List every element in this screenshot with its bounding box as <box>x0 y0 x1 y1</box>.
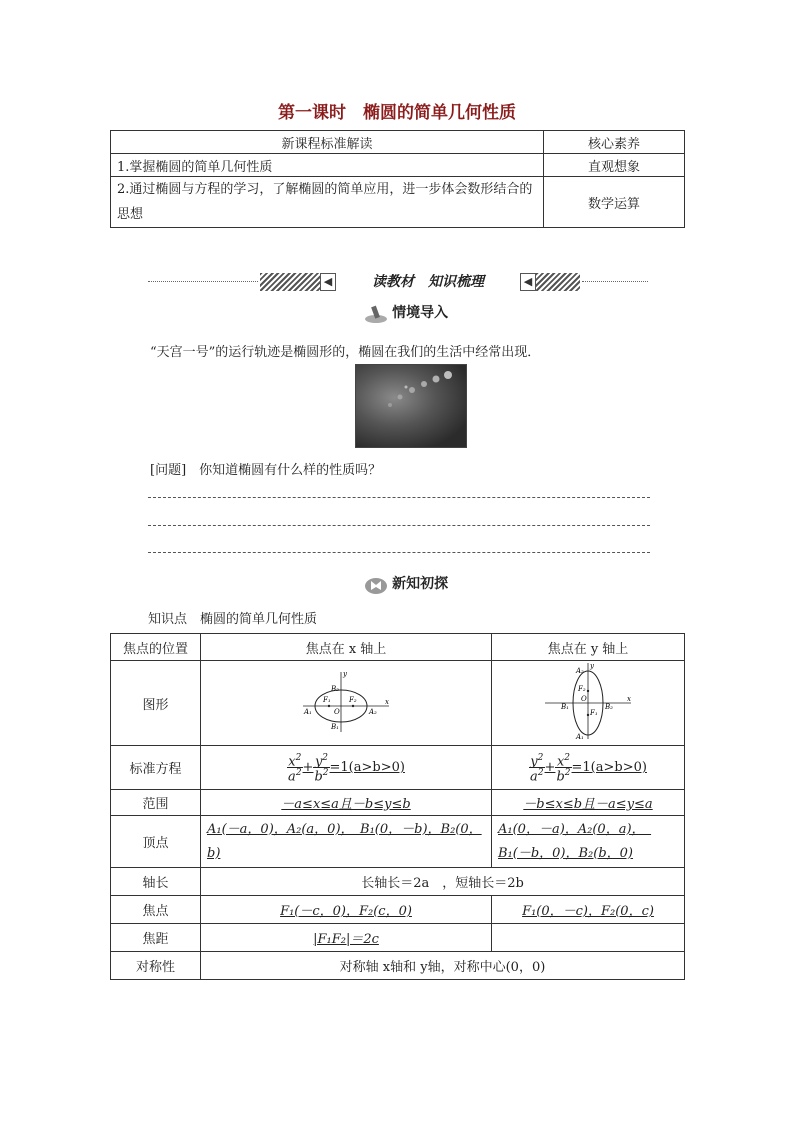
svg-text:F₁: F₁ <box>590 709 598 717</box>
ellipse-y-diagram <box>543 661 633 741</box>
svg-text:F₂: F₂ <box>578 685 586 693</box>
intro-paragraph: “天宫一号”的运行轨迹是椭圆形的，椭圆在我们的生活中经常出现． <box>150 345 541 360</box>
table-header: 新课程标准解读 <box>111 131 544 154</box>
equation-y: $\frac{y^2}{a^2}$ + $\frac{x^2}{b^2}$ =1(a>b>0) <box>492 746 685 790</box>
empty-cell <box>492 924 685 952</box>
section-heading: 新知初探 <box>392 576 449 592</box>
ribbon-decoration <box>260 273 322 291</box>
table-row <box>111 816 685 868</box>
ribbon-decoration <box>536 273 580 291</box>
svg-text:B₂: B₂ <box>331 685 339 693</box>
axis-length: 长轴长＝2a ，短轴长＝2b <box>361 876 524 891</box>
literacy-text: 数学运算 <box>544 177 685 228</box>
table-row <box>111 131 685 154</box>
svg-text:B₂: B₂ <box>605 703 613 711</box>
properties-table <box>110 633 685 980</box>
banner-title: 读教材 知识梳理 <box>353 270 503 294</box>
knowledge-point-title: 知识点 椭圆的简单几何性质 <box>148 612 318 627</box>
table-row <box>111 790 685 816</box>
vertex-y: A₁(0，－a)，A₂(0，a)， B₁(－b，0)，B₂(b，0) <box>498 821 652 861</box>
row-label: 焦点 <box>111 896 201 924</box>
space-photo <box>355 364 467 448</box>
figure-y-axis <box>492 661 685 746</box>
standard-text: 2.通过椭圆与方程的学习，了解椭圆的简单应用，进一步体会数形结合的思想 <box>111 177 544 228</box>
range-x: －a≤x≤a且－b≤y≤b <box>281 797 411 812</box>
svg-text:F₂: F₂ <box>349 696 357 704</box>
table-header: 焦点在 x 轴上 <box>201 634 492 661</box>
svg-text:A₁: A₁ <box>304 708 312 716</box>
section-heading-context <box>364 302 448 324</box>
table-header: 焦点在 y 轴上 <box>492 634 685 661</box>
svg-text:B₁: B₁ <box>561 703 569 711</box>
svg-text:A₁: A₁ <box>576 733 584 741</box>
svg-text:x: x <box>627 695 631 703</box>
row-label: 焦距 <box>111 924 201 952</box>
left-arrow-icon: ◀ <box>320 273 336 291</box>
pencil-icon <box>364 304 388 324</box>
svg-text:x: x <box>385 698 389 706</box>
svg-text:O: O <box>581 695 587 703</box>
ellipse-x-diagram <box>301 668 391 734</box>
table-row <box>111 177 685 228</box>
focus-x: F₁(－c，0)，F₂(c，0) <box>280 904 412 919</box>
row-label: 图形 <box>111 661 201 746</box>
table-row <box>111 746 685 790</box>
section-heading-new <box>364 573 448 595</box>
svg-text:O: O <box>334 708 340 716</box>
svg-text:A₂: A₂ <box>369 708 377 716</box>
range-y: －b≤x≤b且－a≤y≤a <box>523 797 653 812</box>
standard-text: 1.掌握椭圆的简单几何性质 <box>111 154 544 177</box>
focal-distance: |F₁F₂|＝2c <box>313 932 379 947</box>
vertex-x: A₁(－a，0)，A₂(a，0)， B₁(0，－b)，B₂(0，b) <box>207 821 482 861</box>
standards-table <box>110 130 685 228</box>
answer-line <box>148 497 650 498</box>
section-heading: 情境导入 <box>392 305 449 321</box>
table-row <box>111 868 685 896</box>
equation-tail: =1(a>b>0) <box>571 760 647 775</box>
focus-y: F₁(0，－c)，F₂(0，c) <box>522 904 654 919</box>
svg-text:F₁: F₁ <box>323 696 331 704</box>
table-row <box>111 634 685 661</box>
row-label: 轴长 <box>111 868 201 896</box>
answer-line <box>148 552 650 553</box>
svg-text:y: y <box>590 662 594 670</box>
figure-x-axis <box>201 661 492 746</box>
table-row <box>111 924 685 952</box>
book-icon <box>364 575 388 595</box>
answer-line <box>148 525 650 526</box>
section-banner <box>148 270 648 294</box>
table-header: 焦点的位置 <box>111 634 201 661</box>
row-label: 对称性 <box>111 952 201 980</box>
table-row <box>111 661 685 746</box>
svg-text:y: y <box>343 670 347 678</box>
svg-text:A₂: A₂ <box>576 667 584 675</box>
svg-text:B₁: B₁ <box>331 723 339 731</box>
dotted-rule <box>582 281 648 282</box>
table-row <box>111 952 685 980</box>
row-label: 范围 <box>111 790 201 816</box>
symmetry-text: 对称轴 x轴和 y轴，对称中心(0，0) <box>339 960 546 975</box>
right-arrow-icon: ◀ <box>520 273 536 291</box>
table-row <box>111 896 685 924</box>
question-text: [问题] 你知道椭圆有什么样的性质吗？ <box>150 463 382 478</box>
dotted-rule <box>148 281 258 282</box>
table-header: 核心素养 <box>544 131 685 154</box>
equation-x: $\frac{x^2}{a^2}$ + $\frac{y^2}{b^2}$ =1(a>b>0) <box>201 746 492 790</box>
literacy-text: 直观想象 <box>544 154 685 177</box>
table-row <box>111 154 685 177</box>
page-title: 第一课时 椭圆的简单几何性质 <box>278 103 516 123</box>
equation-tail: =1(a>b>0) <box>329 760 405 775</box>
row-label: 顶点 <box>111 816 201 868</box>
row-label: 标准方程 <box>111 746 201 790</box>
